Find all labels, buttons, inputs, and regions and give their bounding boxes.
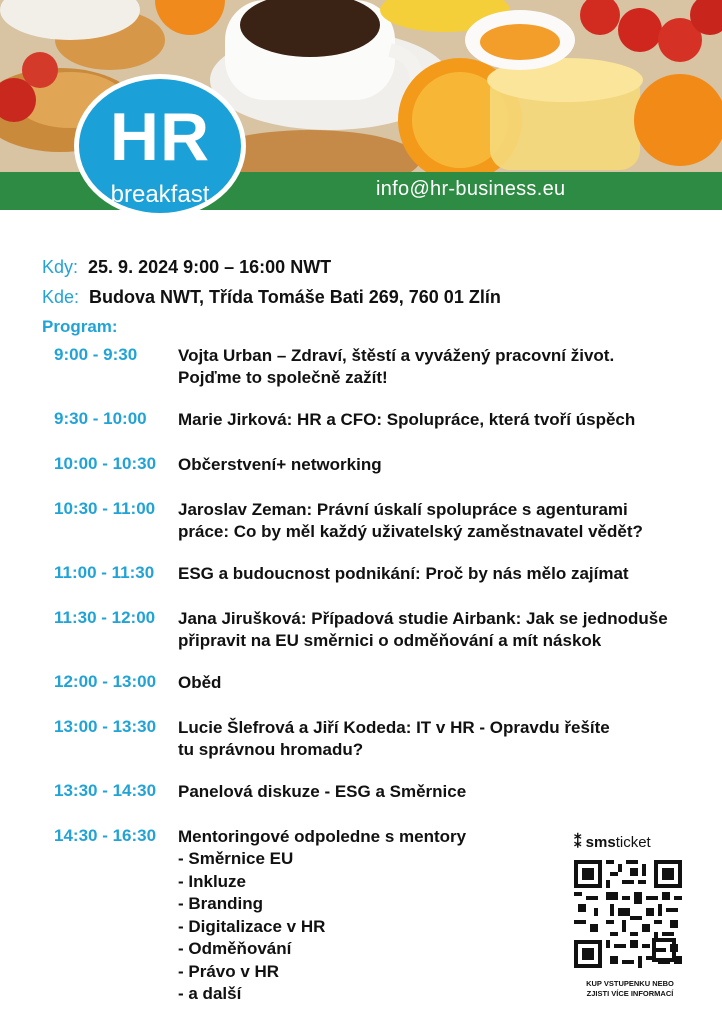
program-time: 10:00 - 10:30 [54,454,157,473]
mentoring-topic: - Směrnice EU [178,849,294,868]
qr-code-icon[interactable] [574,860,682,968]
where-value: Budova NWT, Třída Tomáše Bati 269, 760 01 Zlín [89,287,501,307]
logo-hr-text: HR [109,99,211,175]
mentoring-topic: - a další [178,984,242,1003]
program-title-line: Oběd [178,673,222,692]
program-title-line: ESG a budoucnost podnikání: Proč by nás mělo zajímat [178,564,629,583]
program-title [178,345,698,389]
program-title-line: Pojďme to společně zažít! [178,368,388,387]
program-title-line: Občerstvení+ networking [178,455,382,474]
smsticket-brand-rest: ticket [615,834,651,851]
where-label: Kde: [42,287,80,307]
program-time: 14:30 - 16:30 [54,826,157,845]
mentoring-topic: - Inkluze [178,871,247,891]
program-time: 9:00 - 9:30 [54,345,138,364]
program-time: 11:00 - 11:30 [54,563,155,582]
mentoring-topic: - Odměňování [178,939,292,958]
program-title-line: připravit na EU směrnici o odměňování a mít náskok [178,631,602,650]
program-title-line: Jana Jirušková: Případová studie Airbank: Jak se jednoduše [178,609,668,628]
program-title-line: Vojta Urban – Zdraví, štěstí a vyvážený pracovní život. [178,346,615,365]
program-title [178,563,698,585]
program-time: 11:30 - 12:00 [54,608,156,627]
program-title-line: Jaroslav Zeman: Právní úskalí spolupráce s agenturami [178,500,628,519]
program-title-line: Mentoringové odpoledne s mentory [178,827,467,846]
program-title [178,454,698,476]
program-title-line: tu správnou hromadu? [178,740,364,759]
smsticket-brand-bold: sms [585,834,616,851]
program-title-line: Marie Jirková: HR a CFO: Spolupráce, která tvoří úspěch [178,410,636,429]
logo-breakfast-text: breakfast [110,181,210,208]
program-time: 9:30 - 10:00 [54,409,147,428]
smsticket-brand [574,833,686,851]
smsticket-icon: ⁑ [574,834,586,851]
smsticket-block[interactable] [574,833,686,1023]
program-title [178,608,698,652]
event-when [42,257,331,278]
mentoring-topic: - Právo v HR [178,961,280,981]
contact-email[interactable]: info@hr-business.eu [376,178,566,200]
smsticket-caption [574,979,686,999]
program-title [178,781,698,803]
program-time: 10:30 - 11:00 [54,499,156,518]
program-title-line: Lucie Šlefrová a Jiří Kodeda: IT v HR - Opravdu řešíte [178,718,610,737]
smsticket-caption-line: KUP VSTUPENKU NEBO [586,979,674,988]
program-time: 13:30 - 14:30 [54,781,157,800]
program-title [178,499,698,543]
mentoring-topic: - Branding [178,894,263,913]
when-label: Kdy: [42,257,79,277]
program-title-line: práce: Co by měl každý uživatelský zaměstnavatel vědět? [178,522,643,541]
when-value: 25. 9. 2024 9:00 – 16:00 NWT [88,257,332,277]
program-title [178,717,698,761]
program-title-line: Panelová diskuze - ESG a Směrnice [178,782,467,801]
hr-breakfast-logo [74,74,246,218]
program-title [178,672,698,694]
program-label: Program: [42,317,118,336]
event-where [42,287,501,308]
smsticket-caption-line: ZJISTI VÍCE INFORMACÍ [586,989,674,998]
program-time: 13:00 - 13:30 [54,717,157,736]
mentoring-topic: - Digitalizace v HR [178,916,326,936]
program-time: 12:00 - 13:00 [54,672,157,691]
program-title [178,409,698,431]
